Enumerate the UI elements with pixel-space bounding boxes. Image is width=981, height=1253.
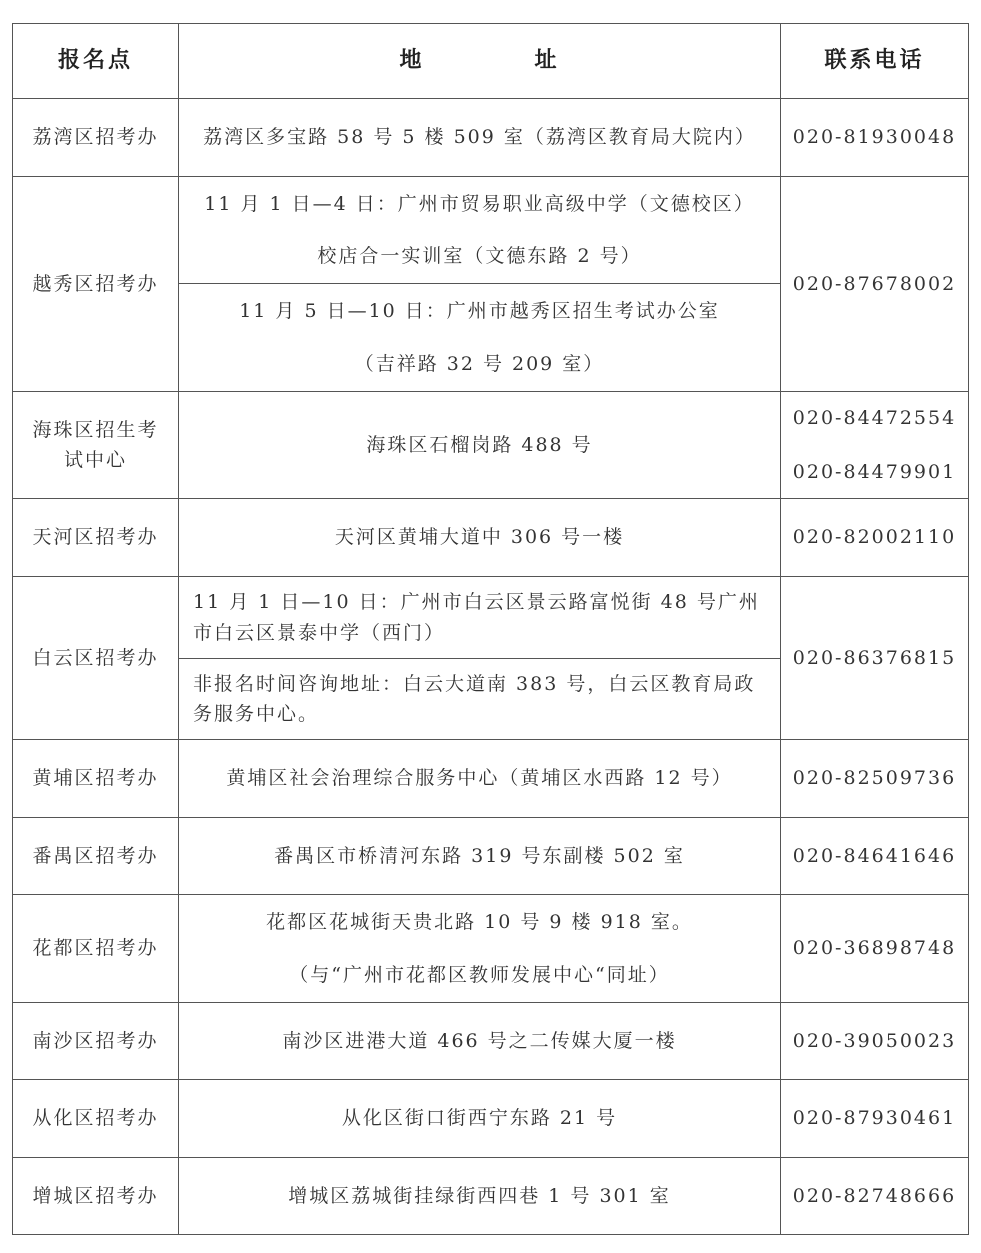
table-row: [13, 177, 969, 284]
row-address: 花都区花城街天贵北路 10 号 9 楼 918 室。 （与“广州市花都区教师发展中心“同址）: [179, 895, 781, 1003]
header-registration-point: 报名点: [13, 24, 179, 99]
table-row: [13, 1003, 969, 1080]
table-row: [13, 818, 969, 895]
row-name: 番禺区招考办: [13, 818, 179, 895]
table-row: [13, 1158, 969, 1235]
row-phone: 020-82748666: [781, 1158, 969, 1235]
table-row: [13, 895, 969, 1003]
row-phone: 020-84641646: [781, 818, 969, 895]
row-phone: 020-36898748: [781, 895, 969, 1003]
row-address: 11 月 1 日—10 日：广州市白云区景云路富悦街 48 号广州市白云区景泰中学（西门）: [179, 577, 781, 659]
table-row: [13, 99, 969, 177]
row-address: 11 月 5 日—10 日：广州市越秀区招生考试办公室 （吉祥路 32 号 209 室）: [179, 284, 781, 392]
table-row: [13, 499, 969, 577]
header-address: 地 址: [179, 24, 781, 99]
row-address: 番禺区市桥清河东路 319 号东副楼 502 室: [179, 818, 781, 895]
row-address: 海珠区石榴岗路 488 号: [179, 392, 781, 499]
row-name: 从化区招考办: [13, 1080, 179, 1158]
row-phone: 020-87678002: [781, 177, 969, 392]
row-phone: 020-86376815: [781, 577, 969, 740]
row-name: 黄埔区招考办: [13, 740, 179, 818]
row-address: 非报名时间咨询地址：白云大道南 383 号，白云区教育局政务服务中心。: [179, 659, 781, 740]
row-address: 南沙区进港大道 466 号之二传媒大厦一楼: [179, 1003, 781, 1080]
row-address: 从化区街口街西宁东路 21 号: [179, 1080, 781, 1158]
row-phone: 020-81930048: [781, 99, 969, 177]
row-name: 增城区招考办: [13, 1158, 179, 1235]
row-address: 荔湾区多宝路 58 号 5 楼 509 室（荔湾区教育局大院内）: [179, 99, 781, 177]
row-address: 黄埔区社会治理综合服务中心（黄埔区水西路 12 号）: [179, 740, 781, 818]
table-row: [13, 392, 969, 499]
row-phone: 020-87930461: [781, 1080, 969, 1158]
table-row: [13, 1080, 969, 1158]
row-address: 天河区黄埔大道中 306 号一楼: [179, 499, 781, 577]
row-name: 白云区招考办: [13, 577, 179, 740]
header-row: [13, 24, 969, 99]
row-phone: 020-39050023: [781, 1003, 969, 1080]
row-address: 11 月 1 日—4 日：广州市贸易职业高级中学（文德校区） 校店合一实训室（文德东路 2 号）: [179, 177, 781, 284]
row-phone: 020-82002110: [781, 499, 969, 577]
table-row: [13, 577, 969, 659]
row-phone: 020-84472554 020-84479901: [781, 392, 969, 499]
row-address: 增城区荔城街挂绿街西四巷 1 号 301 室: [179, 1158, 781, 1235]
row-name: 南沙区招考办: [13, 1003, 179, 1080]
row-name: 越秀区招考办: [13, 177, 179, 392]
row-name: 花都区招考办: [13, 895, 179, 1003]
row-name: 天河区招考办: [13, 499, 179, 577]
row-name: 荔湾区招考办: [13, 99, 179, 177]
row-name: 海珠区招生考 试中心: [13, 392, 179, 499]
header-phone: 联系电话: [781, 24, 969, 99]
row-phone: 020-82509736: [781, 740, 969, 818]
table-row: [13, 740, 969, 818]
registration-table: [12, 23, 969, 1235]
